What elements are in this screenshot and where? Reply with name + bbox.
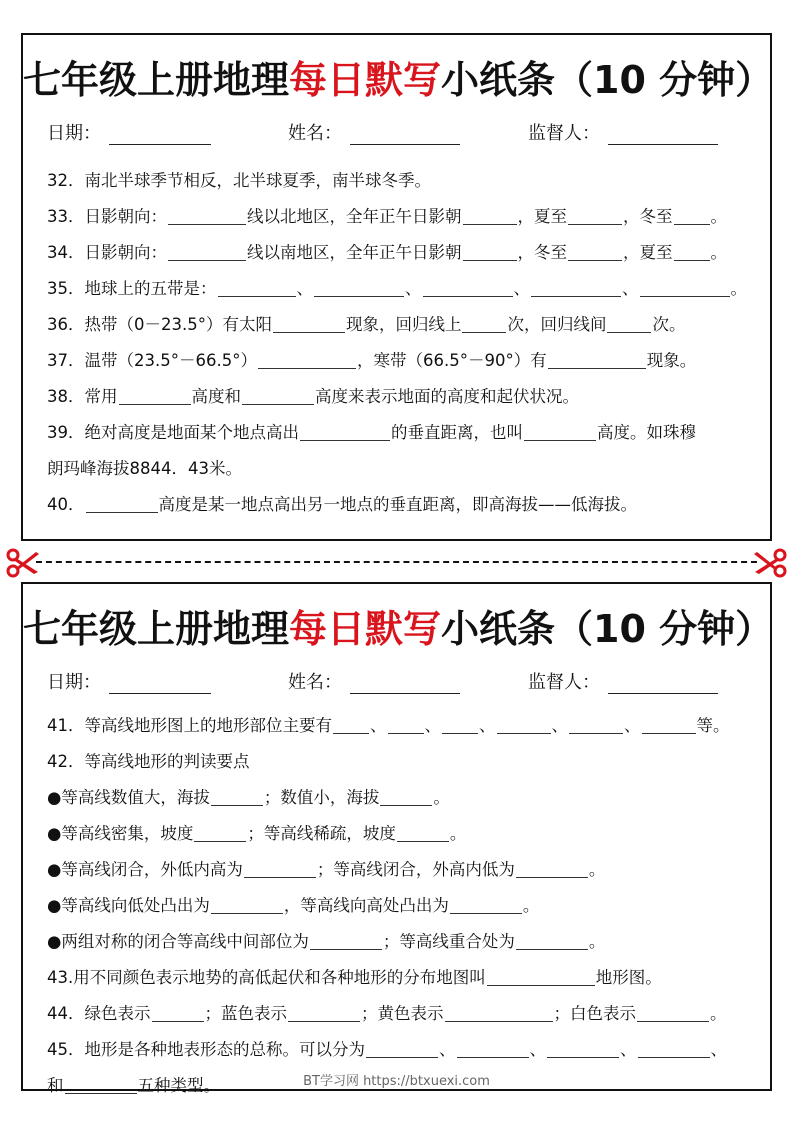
question-text: 、 [622, 279, 639, 298]
answer-blank[interactable] [388, 715, 424, 734]
question-text: ，冬至 [517, 243, 567, 262]
question-text: 、 [620, 1040, 637, 1059]
answer-blank[interactable] [442, 715, 478, 734]
question-text: 高度是某一地点高出另一地点的垂直距离，即高海拔——低海拔。 [158, 495, 637, 514]
question-line [47, 888, 756, 924]
question-line [47, 708, 756, 744]
question-line [47, 1032, 756, 1068]
question-text: 39．绝对高度是地面某个地点高出 [47, 423, 299, 442]
question-text: 44．绿色表示 [47, 1004, 151, 1023]
answer-blank[interactable] [258, 350, 356, 369]
question-text: 33．日影朝向： [47, 207, 167, 226]
title-highlight: 每日默写 [289, 58, 442, 102]
supervisor-label: 监督人： [528, 123, 600, 144]
scissors-icon [753, 548, 787, 578]
answer-blank[interactable] [457, 1039, 529, 1058]
answer-blank[interactable] [548, 350, 646, 369]
question-text: 。 [710, 243, 727, 262]
question-text: ●等高线密集，坡度 [47, 824, 194, 843]
question-text: 。 [522, 896, 540, 915]
question-text: ；白色表示 [553, 1004, 636, 1023]
date-field[interactable] [47, 119, 211, 145]
worksheet-card-1 [21, 33, 772, 541]
name-blank[interactable] [350, 675, 460, 694]
answer-blank[interactable] [516, 859, 588, 878]
title-part-3: 小纸条（10 分钟） [441, 58, 774, 102]
answer-blank[interactable] [168, 206, 246, 225]
question-text: 38．常用 [47, 387, 118, 406]
question-text: 等。 [696, 716, 730, 735]
question-text: 和 [47, 1076, 64, 1095]
question-list [47, 163, 756, 523]
date-blank[interactable] [109, 675, 211, 694]
question-text: 高度来表示地面的高度和起伏状况。 [315, 387, 579, 406]
question-line [47, 924, 756, 960]
question-text: 、 [424, 716, 441, 735]
meta-row [23, 668, 770, 694]
question-line [47, 415, 756, 451]
answer-blank[interactable] [568, 206, 622, 225]
name-label: 姓名： [288, 672, 342, 693]
question-text: 现象。 [646, 351, 697, 370]
question-line [47, 816, 756, 852]
question-line [47, 163, 756, 199]
question-text: 、 [551, 716, 568, 735]
question-text: 42．等高线地形的判读要点 [47, 752, 250, 771]
answer-blank[interactable] [674, 206, 710, 225]
question-text: ，冬至 [623, 207, 673, 226]
answer-blank[interactable] [244, 859, 316, 878]
supervisor-field[interactable] [528, 119, 718, 145]
answer-blank[interactable] [547, 1039, 619, 1058]
answer-blank[interactable] [168, 242, 246, 261]
question-line [47, 343, 756, 379]
answer-blank[interactable] [333, 715, 369, 734]
answer-blank[interactable] [423, 278, 513, 297]
question-text: ；蓝色表示 [204, 1004, 287, 1023]
question-text: 45．地形是各种地表形态的总称。可以分为 [47, 1040, 365, 1059]
question-text: 、 [370, 716, 387, 735]
question-text: 、 [529, 1040, 546, 1059]
question-text: 、 [624, 716, 641, 735]
question-text: ；数值小，海拔 [263, 788, 380, 807]
title-part-1: 七年级上册地理 [23, 58, 290, 102]
answer-blank[interactable] [273, 314, 345, 333]
answer-blank[interactable] [568, 242, 622, 261]
answer-blank[interactable] [445, 1003, 553, 1022]
worksheet-card-2 [21, 582, 774, 1095]
date-field[interactable] [47, 668, 211, 694]
question-line [47, 780, 756, 816]
answer-blank[interactable] [516, 931, 588, 950]
answer-blank[interactable] [218, 278, 296, 297]
question-text: 。 [433, 788, 450, 807]
date-label: 日期： [47, 672, 101, 693]
answer-blank[interactable] [211, 895, 283, 914]
scissors-icon [6, 548, 40, 578]
date-blank[interactable] [109, 126, 211, 145]
watermark: BT学习网 https://btxuexi.com [303, 1074, 490, 1089]
name-blank[interactable] [350, 126, 460, 145]
question-text: ，夏至 [517, 207, 567, 226]
title-highlight: 每日默写 [289, 607, 442, 651]
supervisor-label: 监督人： [528, 672, 600, 693]
question-line [47, 960, 756, 996]
question-text: ；等高线闭合，外高内低为 [316, 860, 515, 879]
question-text: 35．地球上的五带是： [47, 279, 217, 298]
answer-blank[interactable] [380, 787, 432, 806]
question-text: 34．日影朝向： [47, 243, 167, 262]
question-text: 线以南地区，全年正午日影朝 [247, 243, 462, 262]
question-text: ●两组对称的闭合等高线中间部位为 [47, 932, 309, 951]
answer-blank[interactable] [450, 895, 522, 914]
question-text: 次，回归线间 [507, 315, 607, 334]
meta-row [23, 119, 770, 145]
question-line [47, 307, 756, 343]
question-text: 、 [513, 279, 530, 298]
question-line [47, 996, 756, 1032]
answer-blank[interactable] [607, 314, 651, 333]
question-text: 。 [710, 1004, 727, 1023]
answer-blank[interactable] [314, 278, 404, 297]
answer-blank[interactable] [637, 1003, 709, 1022]
question-text: 41．等高线地形图上的地形部位主要有 [47, 716, 332, 735]
question-text: ；等高线重合处为 [382, 932, 515, 951]
question-line [47, 487, 756, 523]
answer-blank[interactable] [640, 278, 730, 297]
question-line [47, 235, 756, 271]
question-text: 。 [449, 824, 467, 843]
answer-blank[interactable] [119, 386, 191, 405]
supervisor-blank[interactable] [608, 126, 718, 145]
answer-blank[interactable] [524, 422, 596, 441]
question-list [47, 708, 756, 1104]
worksheet-title [23, 602, 774, 656]
supervisor-field[interactable] [528, 668, 718, 694]
question-text: 次。 [652, 315, 686, 334]
answer-blank[interactable] [463, 242, 517, 261]
question-line [47, 744, 756, 780]
answer-blank[interactable] [497, 715, 551, 734]
question-text: 的垂直距离，也叫 [391, 423, 523, 442]
question-text: 、 [405, 279, 422, 298]
answer-blank[interactable] [487, 967, 595, 986]
answer-blank[interactable] [674, 242, 710, 261]
answer-blank[interactable] [462, 314, 506, 333]
answer-blank[interactable] [242, 386, 314, 405]
question-text: ，寒带（66.5°－90°）有 [356, 351, 547, 370]
question-text: 线以北地区，全年正午日影朝 [247, 207, 462, 226]
question-text: ●等高线数值大，海拔 [47, 788, 210, 807]
answer-blank[interactable] [288, 1003, 360, 1022]
answer-blank[interactable] [569, 715, 623, 734]
question-text: 36．热带（0－23.5°）有太阳 [47, 315, 272, 334]
question-text: 。 [730, 279, 747, 298]
question-text: ●等高线闭合，外低内高为 [47, 860, 243, 879]
answer-blank[interactable] [366, 1039, 438, 1058]
question-text: ；黄色表示 [361, 1004, 444, 1023]
answer-blank[interactable] [310, 931, 382, 950]
question-text: ，夏至 [623, 243, 673, 262]
question-text: ●等高线向低处凸出为 [47, 896, 210, 915]
name-field[interactable] [288, 119, 460, 145]
question-line [47, 451, 756, 487]
question-text: 32．南北半球季节相反，北半球夏季，南半球冬季。 [47, 171, 431, 190]
question-text: 地形图。 [595, 968, 662, 987]
name-label: 姓名： [288, 123, 342, 144]
question-text: 高度和 [191, 387, 241, 406]
answer-blank[interactable] [194, 823, 246, 842]
question-text: 朗玛峰海拔8844．43米。 [47, 459, 242, 478]
name-field[interactable] [288, 668, 460, 694]
question-line [47, 271, 756, 307]
question-text: 现象，回归线上 [345, 315, 462, 334]
title-part-1: 七年级上册地理 [23, 607, 290, 651]
question-line [47, 199, 756, 235]
answer-blank[interactable] [300, 422, 390, 441]
question-text: 。 [710, 207, 727, 226]
worksheet-title [23, 53, 774, 107]
question-text: ，等高线向高处凸出为 [283, 896, 449, 915]
question-text: 。 [588, 932, 606, 951]
question-line [47, 379, 756, 415]
question-text: 37．温带（23.5°－66.5°） [47, 351, 257, 370]
question-text: 五种类型。 [137, 1076, 220, 1095]
question-line [47, 852, 756, 888]
cut-line [0, 546, 793, 578]
question-text: ；等高线稀疏，坡度 [247, 824, 396, 843]
question-text: 、 [479, 716, 496, 735]
answer-blank[interactable] [86, 494, 158, 513]
dashed-cut-line [36, 561, 757, 563]
supervisor-blank[interactable] [608, 675, 718, 694]
answer-blank[interactable] [642, 715, 696, 734]
question-text: 43.用不同颜色表示地势的高低起伏和各种地形的分布地图叫 [47, 968, 486, 987]
date-label: 日期： [47, 123, 101, 144]
answer-blank[interactable] [531, 278, 621, 297]
question-text: 、 [296, 279, 313, 298]
question-text: 40． [47, 495, 85, 514]
question-text: 、 [439, 1040, 456, 1059]
answer-blank[interactable] [463, 206, 517, 225]
question-text: 高度。如珠穆 [597, 423, 696, 442]
answer-blank[interactable] [397, 823, 449, 842]
question-text: 、 [710, 1040, 727, 1059]
answer-blank[interactable] [638, 1039, 710, 1058]
title-part-3: 小纸条（10 分钟） [441, 607, 774, 651]
answer-blank[interactable] [152, 1003, 204, 1022]
question-text: 。 [588, 860, 606, 879]
answer-blank[interactable] [211, 787, 263, 806]
